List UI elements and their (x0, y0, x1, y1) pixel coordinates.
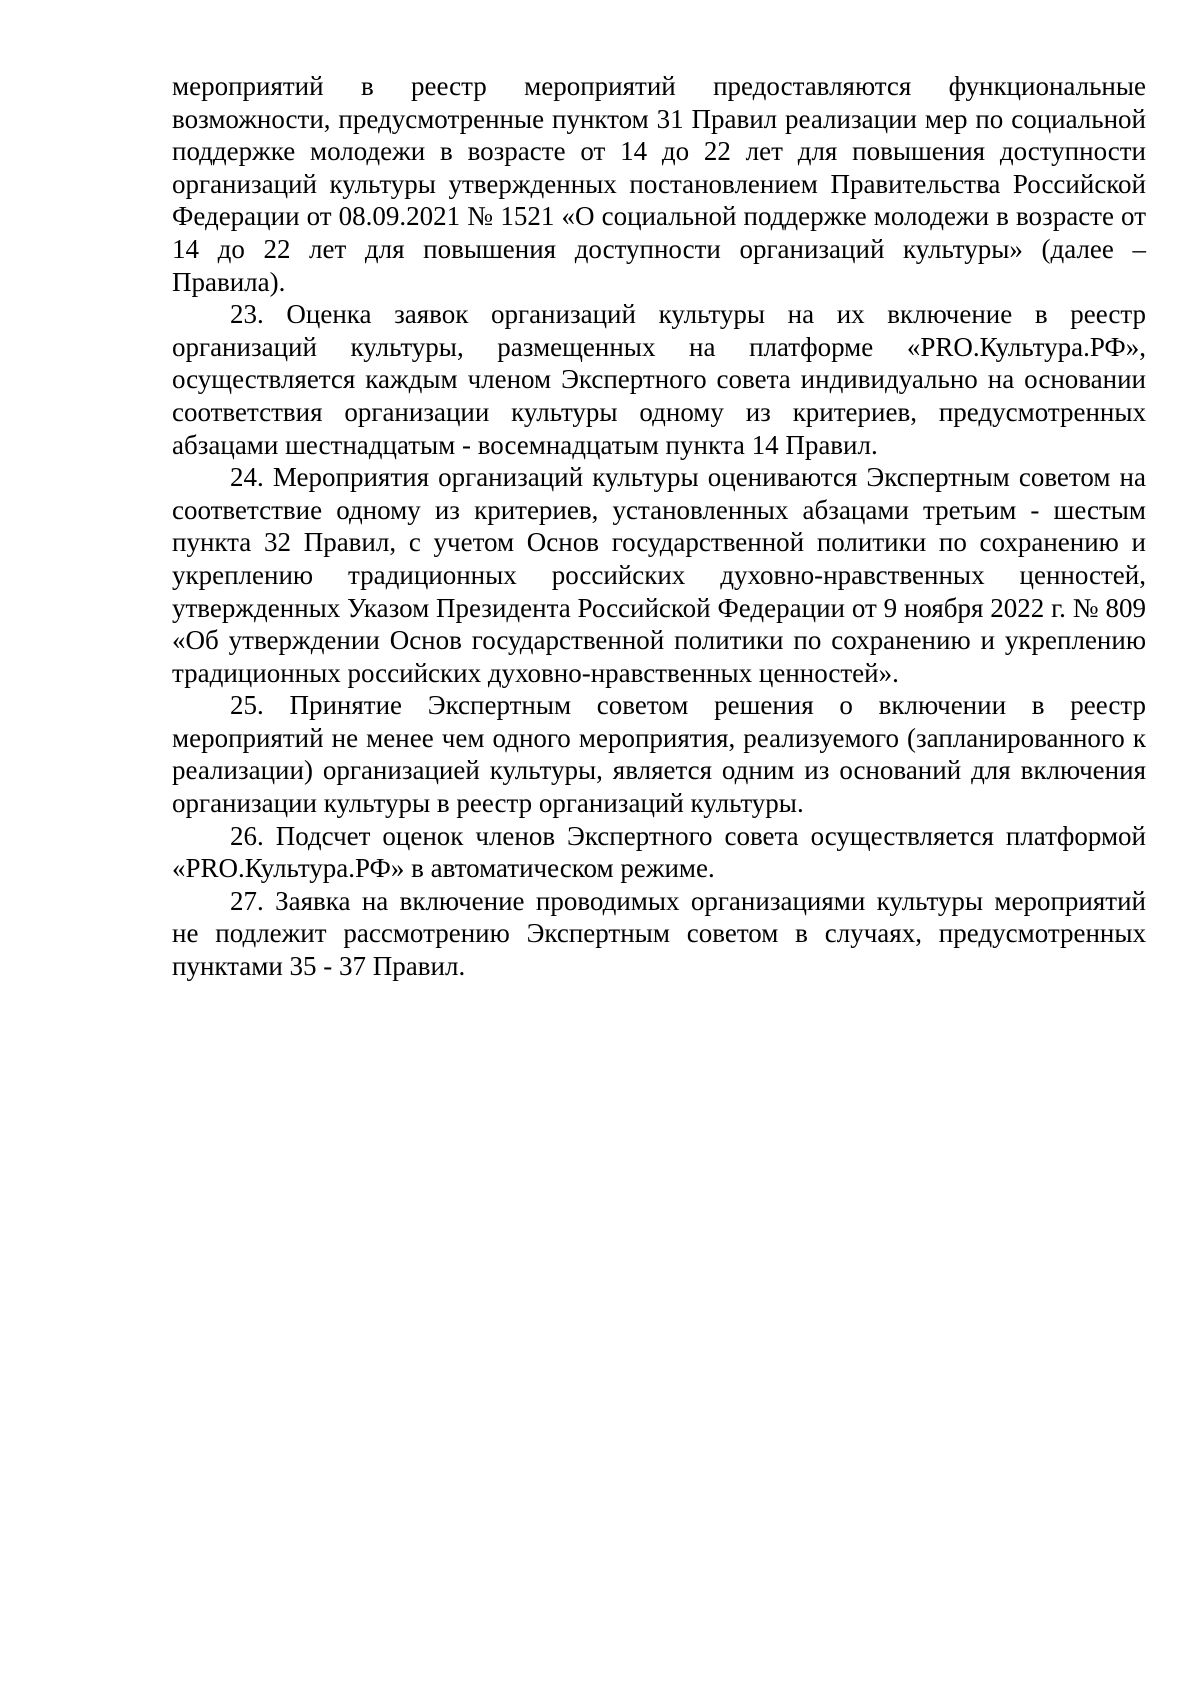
paragraph-27: 27. Заявка на включение проводимых организациями культуры мероприятий не подлежит рассмотрению Экспертным советом в случаях, предусмотренных пунктами 35 - 37 Правил. (172, 885, 1146, 982)
paragraph-23: 23. Оценка заявок организаций культуры на их включение в реестр организаций культуры, размещенных на платформе «PRO.Культура.РФ», осуществляется каждым членом Экспертного совета индивидуально на основании соответствия организации культуры одному из критериев, предусмотренных абзацами шестнадцатым - восемнадцатым пункта 14 Правил. (172, 299, 1146, 460)
paragraph-24: 24. Мероприятия организаций культуры оцениваются Экспертным советом на соответствие одному из критериев, установленных абзацами третьим - шестым пункта 32 Правил, с учетом Основ государственной политики по сохранению и укреплению традиционных российских духовно-нравственных ценностей, утвержденных Указом Президента Российской Федерации от 9 ноября 2022 г. № 809 «Об утверждении Основ государственной политики по сохранению и укреплению традиционных российских духовно-нравственных ценностей». (172, 462, 1146, 688)
document-body (172, 70, 1146, 983)
paragraph-continuation: мероприятий в реестр мероприятий предоставляются функциональные возможности, предусмотренные пунктом 31 Правил реализации мер по социальной поддержке молодежи в возрасте от 14 до 22 лет для повышения доступности организаций культуры утвержденных постановлением Правительства Российской Федерации от 08.09.2021 № 1521 «О социальной поддержке молодежи в возрасте от 14 до 22 лет для повышения доступности организаций культуры» (далее – Правила). (172, 71, 1146, 297)
paragraph-26: 26. Подсчет оценок членов Экспертного совета осуществляется платформой «PRO.Культура.РФ» в автоматическом режиме. (172, 820, 1146, 884)
paragraph-25: 25. Принятие Экспертным советом решения о включении в реестр мероприятий не менее чем одного мероприятия, реализуемого (запланированного к реализации) организацией культуры, является одним из оснований для включения организации культуры в реестр организаций культуры. (172, 690, 1146, 819)
